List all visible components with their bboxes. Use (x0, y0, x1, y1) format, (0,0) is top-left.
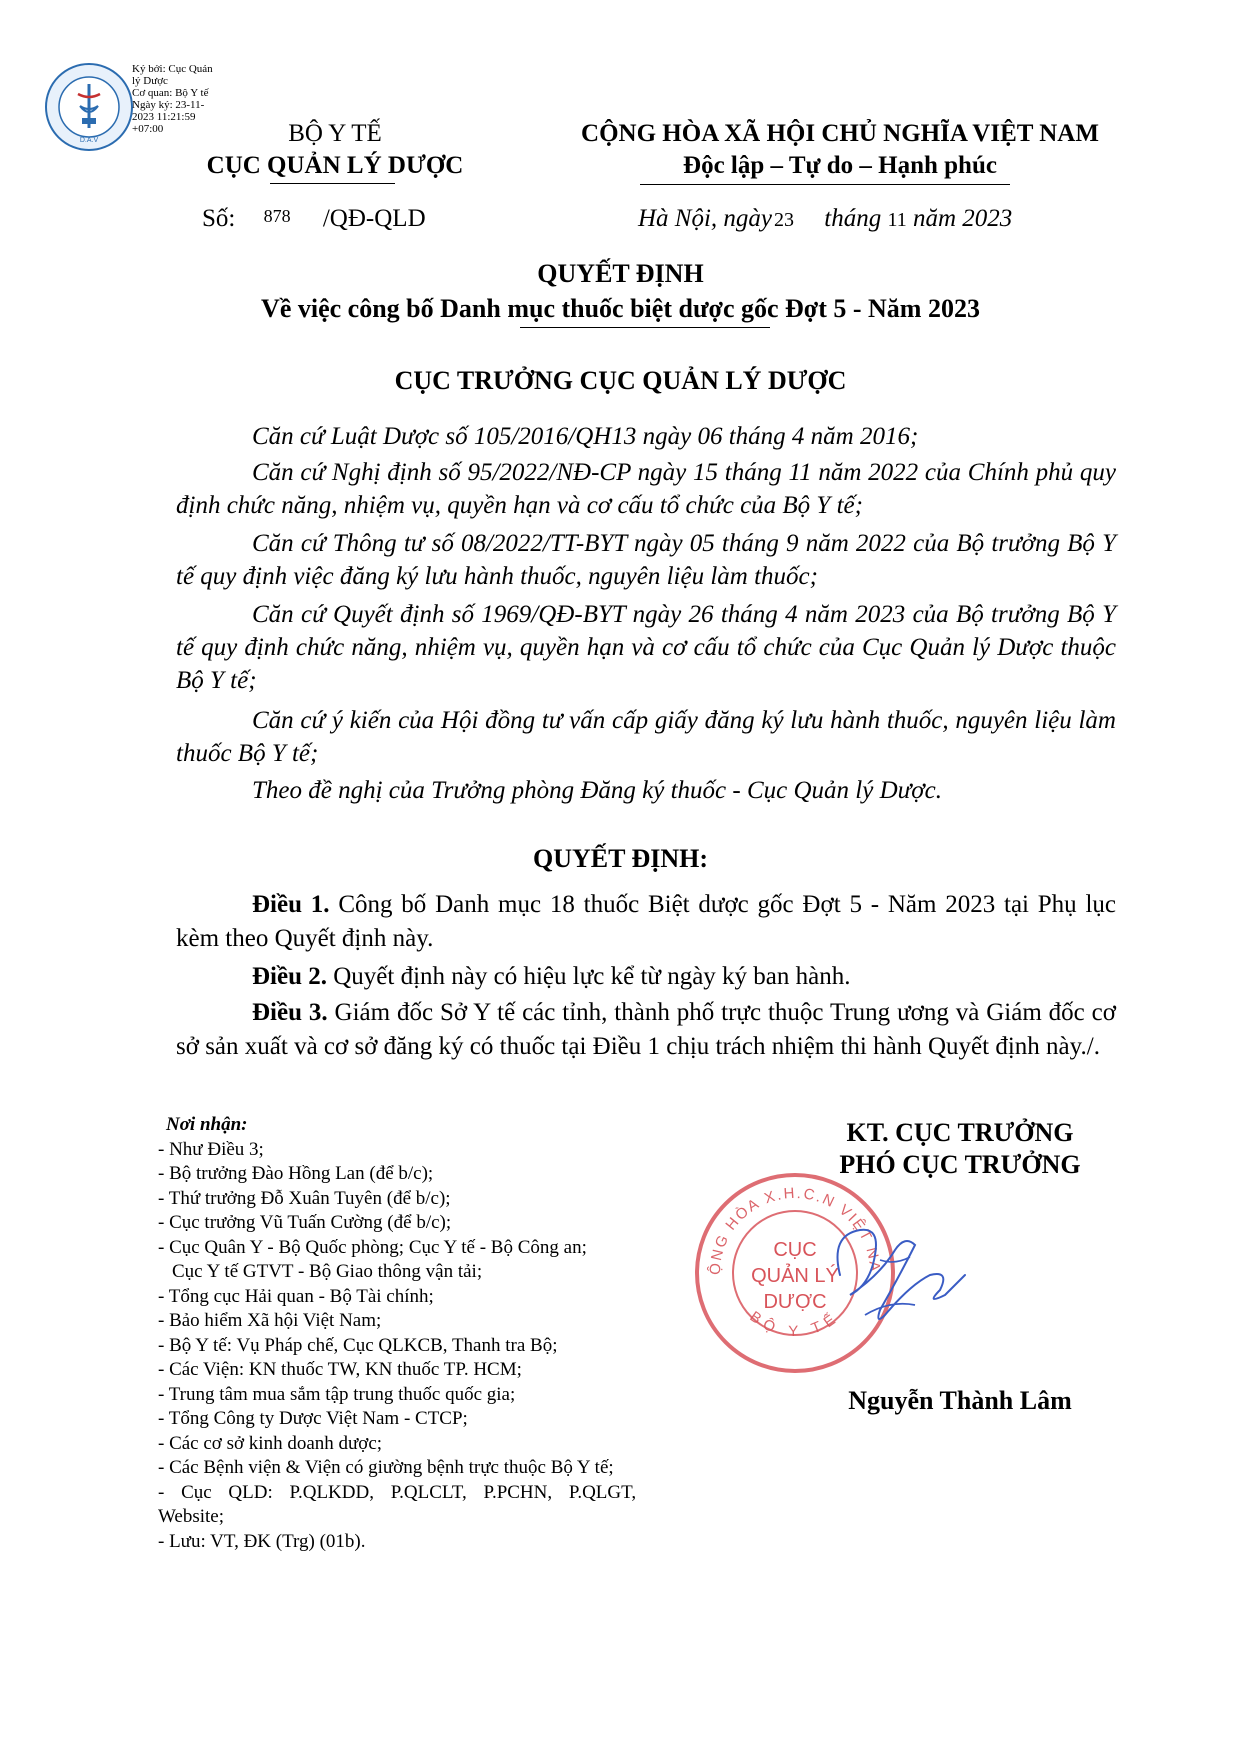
decision-title: QUYẾT ĐỊNH (537, 259, 704, 288)
header-ministry: BỘ Y TẾ (288, 120, 382, 147)
header-underline-left (270, 183, 395, 184)
stamp-center-line: QUẢN LÝ (751, 1265, 839, 1287)
recipient-item: - Bộ Y tế: Vụ Pháp chế, Cục QLKCB, Thanh tra Bộ; (158, 1334, 558, 1356)
recipient-item: - Cục QLD: P.QLKDD, P.QLCLT, P.PCHN, P.QLGT, (158, 1481, 637, 1503)
document-number (202, 203, 502, 236)
legal-basis-text: Theo đề nghị của Trưởng phòng Đăng ký thuốc - Cục Quản lý Dược. (252, 777, 942, 804)
signer-title-2: PHÓ CỤC TRƯỞNG (839, 1150, 1081, 1179)
recipient-item: - Cục Quân Y - Bộ Quốc phòng; Cục Y tế - Bộ Công an; (158, 1236, 587, 1258)
signature-line: +07:00 (132, 123, 164, 135)
signature-scribble-icon (820, 1215, 970, 1345)
legal-basis-1 (176, 420, 1116, 453)
recipient-item: - Các Viện: KN thuốc TW, KN thuốc TP. HCM; (158, 1359, 522, 1380)
recipient-item: - Các cơ sở kinh doanh dược; (158, 1432, 383, 1454)
signature-line: lý Dược (132, 75, 168, 87)
issuing-authority: CỤC TRƯỞNG CỤC QUẢN LÝ DƯỢC (394, 366, 847, 395)
decision-subject: Về việc công bố Danh mục thuốc biệt dược gốc Đợt 5 - Năm 2023 (261, 294, 980, 323)
date-month-label: tháng (824, 205, 882, 232)
article-text: Quyết định này có hiệu lực kể từ ngày ký ban hành. (327, 963, 851, 990)
legal-basis-3 (176, 527, 1116, 593)
recipient-item: - Lưu: VT, ĐK (Trg) (01b). (158, 1530, 366, 1552)
recipients-list (158, 1113, 718, 1554)
article-text: Giám đốc Sở Y tế các tỉnh, thành phố trực thuộc Trung ương và Giám đốc cơ sở sản xuất và cơ sở đăng ký có thuốc tại Điều 1 chịu trách nhiệm thi hành Quyết định này./. (176, 999, 1116, 1060)
legal-basis-text: Căn cứ Nghị định số 95/2022/NĐ-CP ngày 15 tháng 11 năm 2022 của Chính phủ quy định chức năng, nhiệm vụ, quyền hạn và cơ cấu tổ chức của Bộ Y tế; (176, 459, 1116, 519)
recipients-heading: Nơi nhận: (166, 1114, 248, 1135)
svg-text:D.A.V: D.A.V (79, 137, 99, 144)
number-label: Số: (202, 205, 236, 232)
legal-basis-text: Căn cứ Quyết định số 1969/QĐ-BYT ngày 26 tháng 4 năm 2023 của Bộ trưởng Bộ Y tế quy định chức năng, nhiệm vụ, quyền hạn và cơ cấu tổ chức của Cục Quản lý Dược thuộc Bộ Y tế; (176, 601, 1116, 694)
number-suffix: /QĐ-QLD (322, 205, 426, 232)
legal-basis-6 (176, 774, 1116, 807)
recipient-item: - Như Điều 3; (158, 1138, 264, 1160)
legal-basis-text: Căn cứ Thông tư số 08/2022/TT-BYT ngày 05 tháng 9 năm 2022 của Bộ trưởng Bộ Y tế quy định việc đăng ký lưu hành thuốc, nguyên liệu làm thuốc; (176, 530, 1116, 590)
recipient-item: - Trung tâm mua sắm tập trung thuốc quốc gia; (158, 1383, 516, 1405)
decision-heading: QUYẾT ĐỊNH: (532, 844, 709, 873)
legal-basis-text: Căn cứ Luật Dược số 105/2016/QH13 ngày 06 tháng 4 năm 2016; (252, 423, 919, 450)
signature-line: Ngày ký: 23-11- (132, 99, 205, 111)
stamp-ring-text: ỘNG HÒA X.H.C.N VIỆT NA (706, 1184, 884, 1276)
recipient-item: - Tổng Công ty Dược Việt Nam - CTCP; (158, 1408, 468, 1429)
article-1 (176, 888, 1116, 956)
legal-basis-text: Căn cứ ý kiến của Hội đồng tư vấn cấp giấy đăng ký lưu hành thuốc, nguyên liệu làm thuốc Bộ Y tế; (176, 707, 1116, 767)
signature-line: Ký bởi: Cục Quản (132, 63, 213, 75)
document-date (638, 203, 1198, 236)
stamp-center-line: CỤC (773, 1239, 817, 1261)
stamp-center-line: DƯỢC (763, 1291, 827, 1313)
subject-underline (520, 327, 770, 328)
date-prefix: Hà Nội, ngày (638, 205, 773, 232)
article-label: Điều 3. (252, 999, 328, 1026)
legal-basis-2 (176, 456, 1116, 522)
recipient-item: Cục Y tế GTVT - Bộ Giao thông vận tải; (172, 1261, 483, 1282)
legal-basis-5 (176, 704, 1116, 770)
recipient-item: - Bộ trưởng Đào Hồng Lan (để b/c); (158, 1163, 434, 1184)
legal-basis-4 (176, 598, 1116, 697)
header-department: CỤC QUẢN LÝ DƯỢC (206, 152, 464, 179)
article-2 (176, 960, 1116, 994)
signer-title-1: KT. CỤC TRƯỞNG (846, 1118, 1074, 1147)
recipient-item: - Thứ trưởng Đỗ Xuân Tuyên (để b/c); (158, 1187, 451, 1209)
recipient-item: - Tổng cục Hải quan - Bộ Tài chính; (158, 1285, 434, 1307)
header-motto: Độc lập – Tự do – Hạnh phúc (683, 152, 997, 179)
article-label: Điều 2. (252, 963, 327, 990)
date-month: 11 (887, 209, 907, 231)
header-country: CỘNG HÒA XÃ HỘI CHỦ NGHĨA VIỆT NAM (581, 120, 1099, 147)
signature-line: 2023 11:21:59 (132, 111, 196, 123)
date-day: 23 (774, 209, 795, 231)
date-year: năm 2023 (913, 205, 1013, 232)
recipient-item: - Các Bệnh viện & Viện có giường bệnh trực thuộc Bộ Y tế; (158, 1457, 614, 1478)
article-3 (176, 996, 1116, 1064)
article-label: Điều 1. (252, 891, 330, 918)
recipient-item: - Bảo hiểm Xã hội Việt Nam; (158, 1310, 382, 1331)
signer-name: Nguyễn Thành Lâm (848, 1386, 1072, 1415)
header-underline-right (640, 184, 1010, 185)
article-text: Công bố Danh mục 18 thuốc Biệt dược gốc Đợt 5 - Năm 2023 tại Phụ lục kèm theo Quyết định này. (176, 891, 1117, 952)
recipient-item: Website; (158, 1506, 225, 1527)
recipient-item: - Cục trưởng Vũ Tuấn Cường (để b/c); (158, 1212, 452, 1233)
agency-logo-icon (44, 62, 134, 152)
agency-logo (44, 62, 134, 152)
stamp-bottom-text: BỘ Y TẾ (746, 1308, 844, 1341)
signature-line: Cơ quan: Bộ Y tế (132, 87, 209, 99)
handwritten-signature (820, 1215, 970, 1345)
number-value: 878 (263, 206, 291, 226)
